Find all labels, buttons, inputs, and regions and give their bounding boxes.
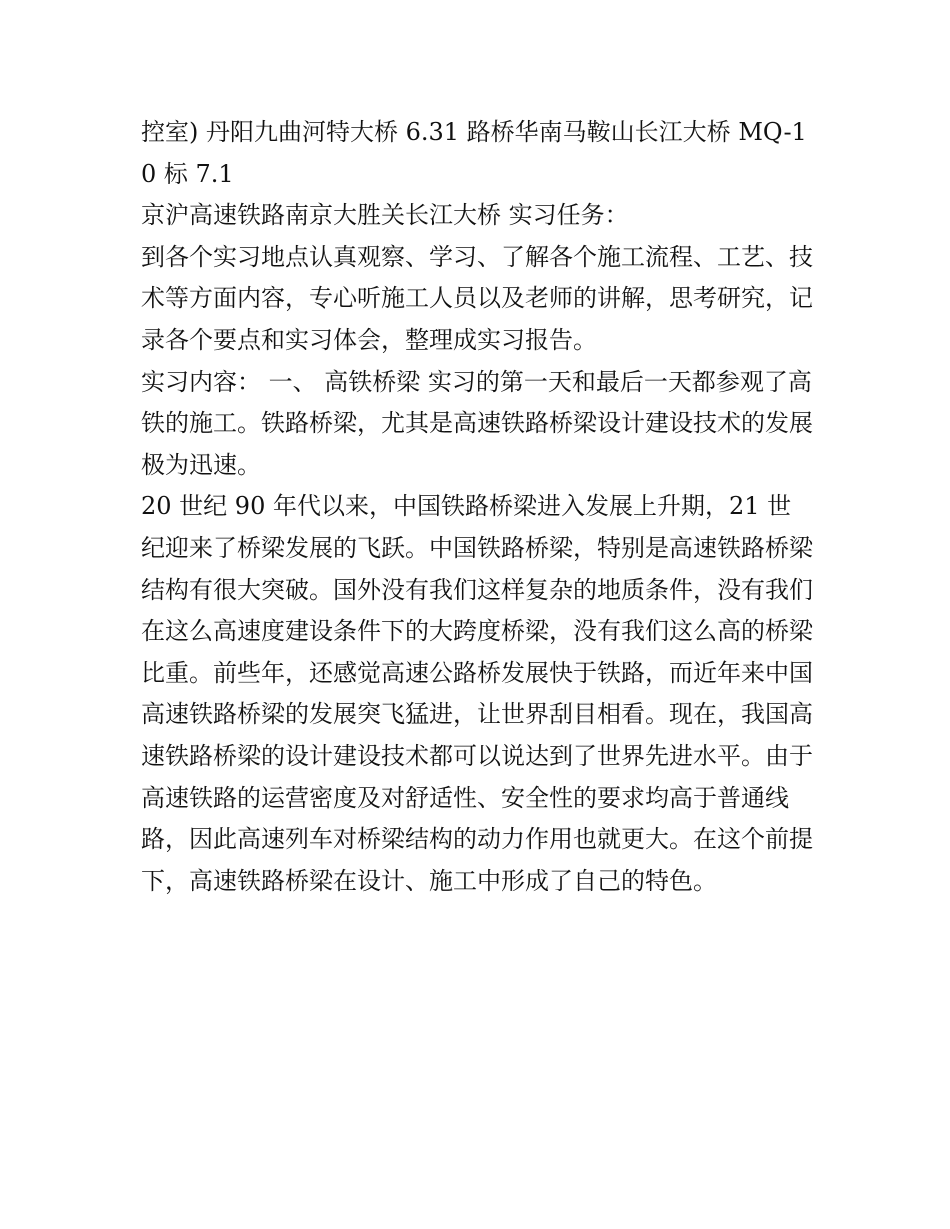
paragraph-bridge-development: 20 世纪 90 年代以来，中国铁路桥梁进入发展上升期，21 世纪迎来了桥梁发展的飞跃。中国铁路桥梁，特别是高速铁路桥梁结构有很大突破。国外没有我们这样复杂的地质条件，没有我们在这么高速度建设条件下的大跨度桥梁，没有我们这么高的桥梁比重。前些年，还感觉高速公路桥发展快于铁路，而近年来中国高速铁路桥梁的发展突飞猛进，让世界刮目相看。现在，我国高速铁路桥梁的设计建设技术都可以说达到了世界先进水平。由于高速铁路的运营密度及对舒适性、安全性的要求均高于普通线路，因此高速列车对桥梁结构的动力作用也就更大。在这个前提下，高速铁路桥梁在设计、施工中形成了自己的特色。 <box>141 492 813 895</box>
paragraph-task-description: 到各个实习地点认真观察、学习、了解各个施工流程、工艺、技术等方面内容，专心听施工人员以及老师的讲解，思考研究，记录各个要点和实习体会，整理成实习报告。 <box>141 242 813 354</box>
document-body <box>141 112 813 902</box>
paragraph-task-heading: 京沪高速铁路南京大胜关长江大桥 实习任务： <box>141 201 629 230</box>
paragraph-content-intro: 实习内容： 一、 高铁桥梁 实习的第一天和最后一天都参观了高铁的施工。铁路桥梁，尤其是高速铁路桥梁设计建设技术的发展极为迅速。 <box>141 367 813 479</box>
paragraph-project-list: 控室) 丹阳九曲河特大桥 6.31 路桥华南马鞍山长江大桥 MQ-10 标 7.1 <box>141 118 807 188</box>
